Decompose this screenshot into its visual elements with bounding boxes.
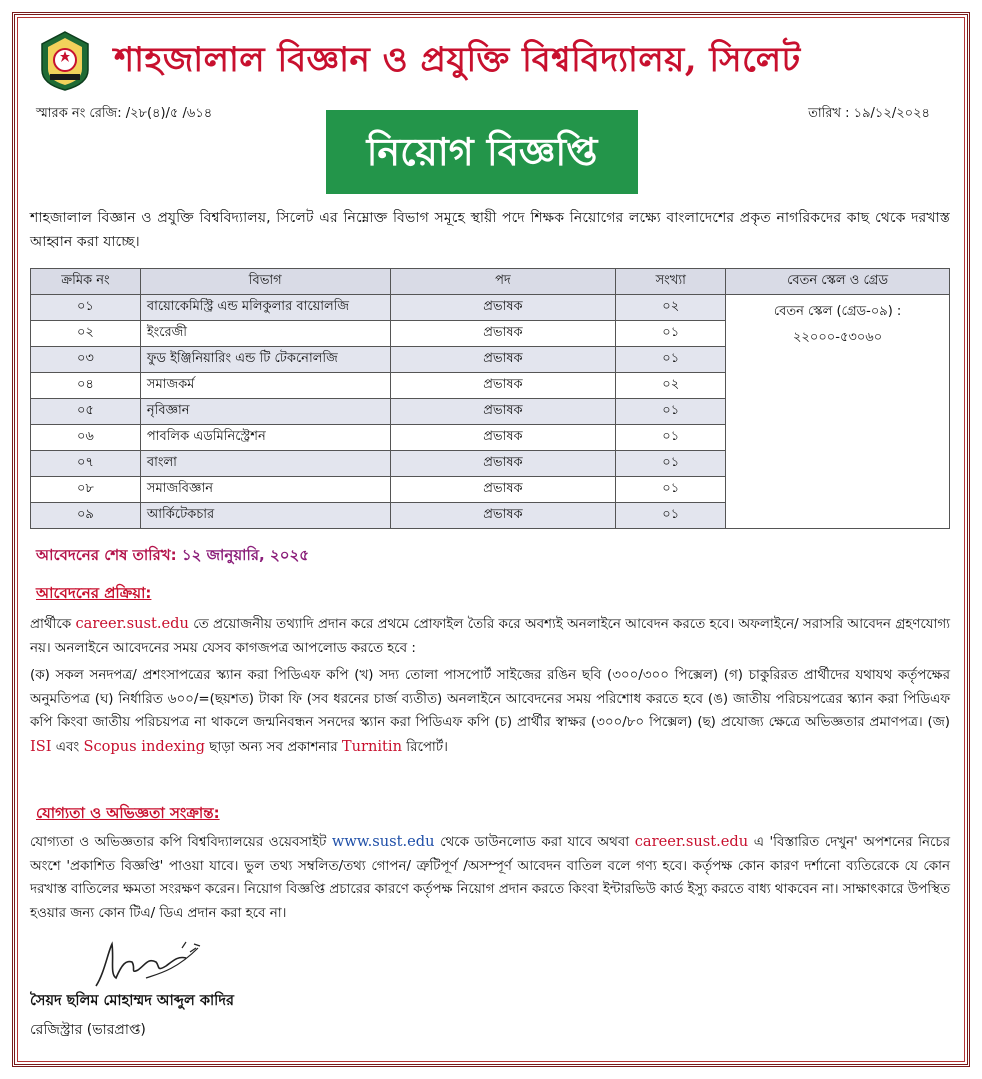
vacancy-table — [30, 268, 950, 529]
pay-scale-range: ২২০০০-৫৩০৬০ — [792, 330, 883, 345]
process-text: (ক) সকল সনদপত্র/ প্রশংসাপত্রের স্ক্যান করা পিডিএফ কপি (খ) সদ্য তোলা পাসপোর্ট সাইজের রঙিন ছবি (৩০০/৩০০ পিক্সেল) (গ) চাকুরিরত প্রার্থীদের যথাযথ কর্তৃপক্ষের অনুমতিপত্র (ঘ) নির্ধারিত ৬০০/=(ছয়শত) টাকা ফি (সব ধরনের চার্জ ব্যতীত) অনলাইনে আবেদনের সময় পরিশোধ করতে হবে (ঙ) জাতীয় পরিচয়পত্রের স্ক্যান করা পিডিএফ কপি কিংবা জাতীয় পরিচয়পত্র না থাকলে জন্মনিবন্ধন সনদের স্ক্যান করা পিডিএফ কপি (চ) প্রার্থীর স্বাক্ষর (৩০০/৮০ পিক্সেল) (ছ) প্রযোজ্য ক্ষেত্রে অভিজ্ঞতার প্রমাণপত্র। (জ) — [30, 668, 950, 731]
serial-cell: ০৯ — [31, 503, 141, 529]
count-cell: ০২ — [616, 373, 726, 399]
university-name: শাহজালাল বিজ্ঞান ও প্রযুক্তি বিশ্ববিদ্যালয়, সিলেট — [114, 40, 801, 80]
signer-name: সৈয়দ ছলিম মোহাম্মদ আব্দুল কাদির — [30, 993, 234, 1009]
serial-cell: ০৬ — [31, 425, 141, 451]
notice-title: নিয়োগ বিজ্ঞপ্তি — [326, 110, 638, 194]
serial-cell: ০৮ — [31, 477, 141, 503]
career-link[interactable]: career.sust.edu — [634, 833, 749, 850]
post-cell: প্রভাষক — [390, 451, 616, 477]
department-cell: ইংরেজী — [140, 321, 390, 347]
intro-paragraph: শাহজালাল বিজ্ঞান ও প্রযুক্তি বিশ্ববিদ্যালয়, সিলেট এর নিম্নোক্ত বিভাগ সমূহে স্থায়ী পদে শিক্ষক নিয়োগের লক্ষ্যে বাংলাদেশের প্রকৃত নাগরিকদের কাছ থেকে দরখাস্ত আহ্বান করা যাচ্ছে। — [30, 210, 950, 250]
department-cell: ফুড ইঞ্জিনিয়ারিং এন্ড টি টেকনোলজি — [140, 347, 390, 373]
table-row — [31, 295, 950, 321]
letterhead — [30, 26, 952, 96]
memo-reference: স্মারক নং রেজি: /২৮(৪)/৫ /৬১৪ — [36, 106, 213, 121]
count-cell: ০১ — [616, 321, 726, 347]
department-cell: বায়োকেমিস্ট্রি এন্ড মলিকুলার বায়োলজি — [140, 295, 390, 321]
pay-scale-cell — [726, 295, 950, 529]
process-heading: আবেদনের প্রক্রিয়া: — [36, 584, 152, 602]
post-cell: প্রভাষক — [390, 373, 616, 399]
qualification-heading: যোগ্যতা ও অভিজ্ঞতা সংক্রান্ত: — [36, 804, 220, 822]
post-cell: প্রভাষক — [390, 503, 616, 529]
count-cell: ০১ — [616, 347, 726, 373]
department-cell: আর্কিটেকচার — [140, 503, 390, 529]
process-text: প্রার্থীকে — [30, 617, 76, 632]
count-cell: ০১ — [616, 503, 726, 529]
count-cell: ০২ — [616, 295, 726, 321]
col-post: পদ — [390, 269, 616, 295]
deadline-label: আবেদনের শেষ তারিখ: — [36, 546, 177, 564]
col-department: বিভাগ — [140, 269, 390, 295]
memo-date: তারিখ : ১৯/১২/২০২৪ — [808, 106, 930, 121]
department-cell: সমাজবিজ্ঞান — [140, 477, 390, 503]
qualification-text: যোগ্যতা ও অভিজ্ঞতার কপি বিশ্ববিদ্যালয়ের ওয়েবসাইট — [30, 835, 332, 850]
post-cell: প্রভাষক — [390, 347, 616, 373]
serial-cell: ০৪ — [31, 373, 141, 399]
serial-cell: ০১ — [31, 295, 141, 321]
department-cell: পাবলিক এডমিনিস্ট্রেশন — [140, 425, 390, 451]
application-deadline — [36, 544, 309, 569]
count-cell: ০১ — [616, 477, 726, 503]
process-paragraph-1 — [30, 612, 950, 660]
qualification-text: এ 'বিস্তারিত দেখুন' অপশনের নিচের অংশে 'প্রকাশিত বিজ্ঞপ্তি' পাওয়া যাবে। ভুল তথ্য সম্বলিত/তথ্য গোপন/ ত্রুটিপূর্ণ /অসম্পূর্ণ আবেদন বাতিল বলে গণ্য হবে। কর্তৃপক্ষ কোন কারণ দর্শানো ব্যতিরেকে যে কোন দরখাস্ত বাতিলের ক্ষমতা সংরক্ষণ করেন। নিয়োগ বিজ্ঞপ্তি প্রচারের কারণে কর্তৃপক্ষ নিয়োগ প্রদান করতে কিংবা ইন্টারভিউ কার্ড ইস্যু করতে বাধ্য থাকবেন না। সাক্ষাৎকারে উপস্থিত হওয়ার জন্য কোন টিএ/ ডিএ প্রদান করা হবে না। — [30, 835, 950, 921]
turnitin-label: Turnitin — [341, 737, 402, 755]
count-cell: ০১ — [616, 425, 726, 451]
deadline-date: ১২ জানুয়ারি, ২০২৫ — [181, 546, 309, 564]
col-pay-scale: বেতন স্কেল ও গ্রেড — [726, 269, 950, 295]
process-paragraph-2 — [30, 664, 950, 759]
signer-designation: রেজিস্ট্রার (ভারপ্রাপ্ত) — [30, 1022, 146, 1038]
process-text: ছাড়া অন্য সব প্রকাশনার — [204, 739, 342, 755]
department-cell: বাংলা — [140, 451, 390, 477]
process-text: রিপোর্ট। — [401, 739, 448, 755]
count-cell: ০১ — [616, 399, 726, 425]
post-cell: প্রভাষক — [390, 295, 616, 321]
serial-cell: ০৫ — [31, 399, 141, 425]
scopus-label: Scopus indexing — [83, 737, 205, 755]
department-cell: নৃবিজ্ঞান — [140, 399, 390, 425]
post-cell: প্রভাষক — [390, 321, 616, 347]
website-link[interactable]: www.sust.edu — [331, 833, 435, 850]
qualification-text: থেকে ডাউনলোড করা যাবে অথবা — [434, 835, 635, 850]
serial-cell: ০৭ — [31, 451, 141, 477]
post-cell: প্রভাষক — [390, 477, 616, 503]
post-cell: প্রভাষক — [390, 399, 616, 425]
serial-cell: ০৩ — [31, 347, 141, 373]
post-cell: প্রভাষক — [390, 425, 616, 451]
isi-label: ISI — [30, 737, 52, 755]
department-cell: সমাজকর্ম — [140, 373, 390, 399]
serial-cell: ০২ — [31, 321, 141, 347]
university-seal-icon — [36, 30, 94, 92]
col-count: সংখ্যা — [616, 269, 726, 295]
table-header-row — [31, 269, 950, 295]
pay-scale-grade: বেতন স্কেল (গ্রেড-০৯) : — [773, 304, 902, 319]
col-serial: ক্রমিক নং — [31, 269, 141, 295]
process-text: এবং — [51, 739, 84, 755]
count-cell: ০১ — [616, 451, 726, 477]
handwritten-signature-icon — [86, 934, 216, 992]
process-text: তে প্রয়োজনীয় তথ্যাদি প্রদান করে প্রথমে প্রোফাইল তৈরি করে অবশ্যই অনলাইনে আবেদন করতে হবে। অফলাইনে/ সরাসরি আবেদন গ্রহণযোগ্য নয়। অনলাইনে আবেদনের সময় যেসব কাগজপত্র আপলোড করতে হবে : — [30, 617, 950, 656]
qualification-paragraph — [30, 830, 950, 925]
career-link[interactable]: career.sust.edu — [75, 615, 189, 632]
